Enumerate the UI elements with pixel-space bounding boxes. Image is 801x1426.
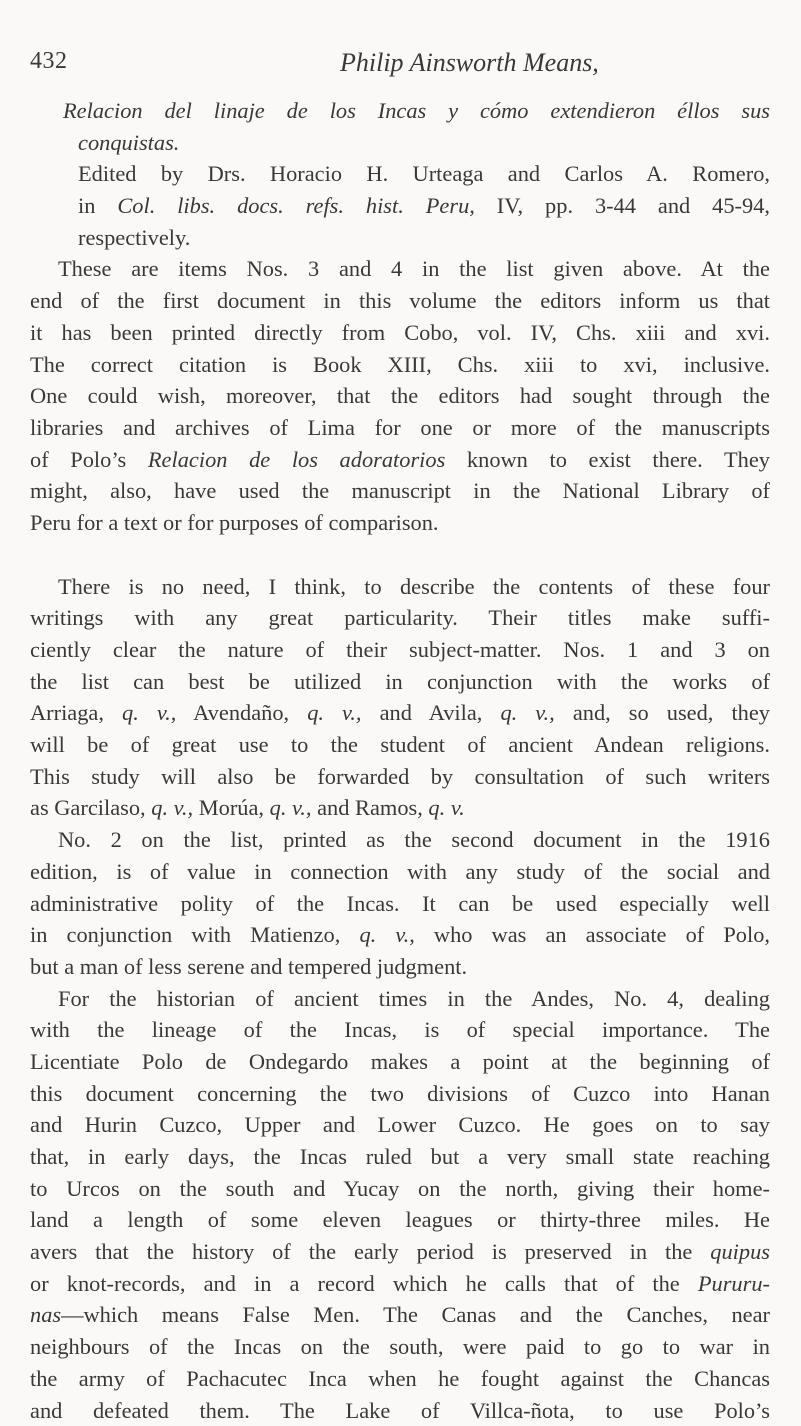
paragraph (30, 824, 770, 982)
text-line: of Polo’s Relacion de los adoratorios known to exist there. They (30, 444, 770, 476)
text-line: edition, is of value in connection with any study of the social and (30, 856, 770, 888)
paragraph (30, 983, 770, 1426)
text-line: but a man of less serene and tempered judgment. (30, 951, 770, 983)
page-header (30, 42, 770, 82)
paragraph-gap (30, 539, 770, 571)
text-line: The correct citation is Book XIII, Chs. xiii to xvi, inclusive. (30, 349, 770, 381)
paragraph (30, 253, 770, 538)
text-line: Peru for a text or for purposes of comparison. (30, 507, 770, 539)
text-line: this document concerning the two divisions of Cuzco into Hanan (30, 1078, 770, 1110)
text-line: in conjunction with Matienzo, q. v., who was an associate of Polo, (30, 919, 770, 951)
text-line: For the historian of ancient times in the Andes, No. 4, dealing (30, 983, 770, 1015)
text-line: the list can best be utilized in conjunction with the works of (30, 666, 770, 698)
text-line: Licentiate Polo de Ondegardo makes a point at the beginning of (30, 1046, 770, 1078)
text-line: that, in early days, the Incas ruled but a very small state reaching (30, 1141, 770, 1173)
entry-title-line: Relacion del linaje de los Incas y cómo extendieron éllos sus (30, 95, 770, 127)
text-line: with the lineage of the Incas, is of special importance. The (30, 1014, 770, 1046)
text-line: might, also, have used the manuscript in the National Library of (30, 475, 770, 507)
text-line: These are items Nos. 3 and 4 in the list given above. At the (30, 253, 770, 285)
page-number: 432 (30, 48, 68, 75)
text-line: This study will also be forwarded by consultation of such writers (30, 761, 770, 793)
text-line: and defeated them. The Lake of Villca-ñota, to use Polo’s (30, 1395, 770, 1426)
entry-title-line: conquistas. (30, 127, 770, 159)
text-line: and Hurin Cuzco, Upper and Lower Cuzco. He goes on to say (30, 1109, 770, 1141)
text-line: as Garcilaso, q. v., Morúa, q. v., and Ramos, q. v. (30, 792, 770, 824)
text-line: land a length of some eleven leagues or thirty-three miles. He (30, 1204, 770, 1236)
text-line: end of the first document in this volume the editors inform us that (30, 285, 770, 317)
text-line: to Urcos on the south and Yucay on the north, giving their home- (30, 1173, 770, 1205)
text-line: the army of Pachacutec Inca when he fought against the Chancas (30, 1363, 770, 1395)
running-head: Philip Ainsworth Means, (340, 48, 599, 78)
bibliography-entry (30, 95, 770, 253)
paragraph (30, 571, 770, 825)
text-line: will be of great use to the student of ancient Andean religions. (30, 729, 770, 761)
text-line: neighbours of the Incas on the south, were paid to go to war in (30, 1331, 770, 1363)
page-body (30, 95, 770, 1426)
text-line: avers that the history of the early period is preserved in the quipus (30, 1236, 770, 1268)
text-line: writings with any great particularity. Their titles make suffi- (30, 602, 770, 634)
entry-source-line: in Col. libs. docs. refs. hist. Peru, IV, pp. 3-44 and 45-94, (30, 190, 770, 222)
text-line: No. 2 on the list, printed as the second document in the 1916 (30, 824, 770, 856)
text-line: ciently clear the nature of their subject-matter. Nos. 1 and 3 on (30, 634, 770, 666)
entry-editor-line: Edited by Drs. Horacio H. Urteaga and Carlos A. Romero, (30, 158, 770, 190)
text-line: it has been printed directly from Cobo, vol. IV, Chs. xiii and xvi. (30, 317, 770, 349)
text-line: administrative polity of the Incas. It can be used especially well (30, 888, 770, 920)
entry-editor-line: respectively. (30, 222, 770, 254)
text-line: One could wish, moreover, that the editors had sought through the (30, 380, 770, 412)
text-line: There is no need, I think, to describe the contents of these four (30, 571, 770, 603)
text-line: or knot-records, and in a record which he calls that of the Pururu- (30, 1268, 770, 1300)
text-line: libraries and archives of Lima for one or more of the manuscripts (30, 412, 770, 444)
text-line: nas—which means False Men. The Canas and the Canches, near (30, 1299, 770, 1331)
text-line: Arriaga, q. v., Avendaño, q. v., and Avila, q. v., and, so used, they (30, 697, 770, 729)
